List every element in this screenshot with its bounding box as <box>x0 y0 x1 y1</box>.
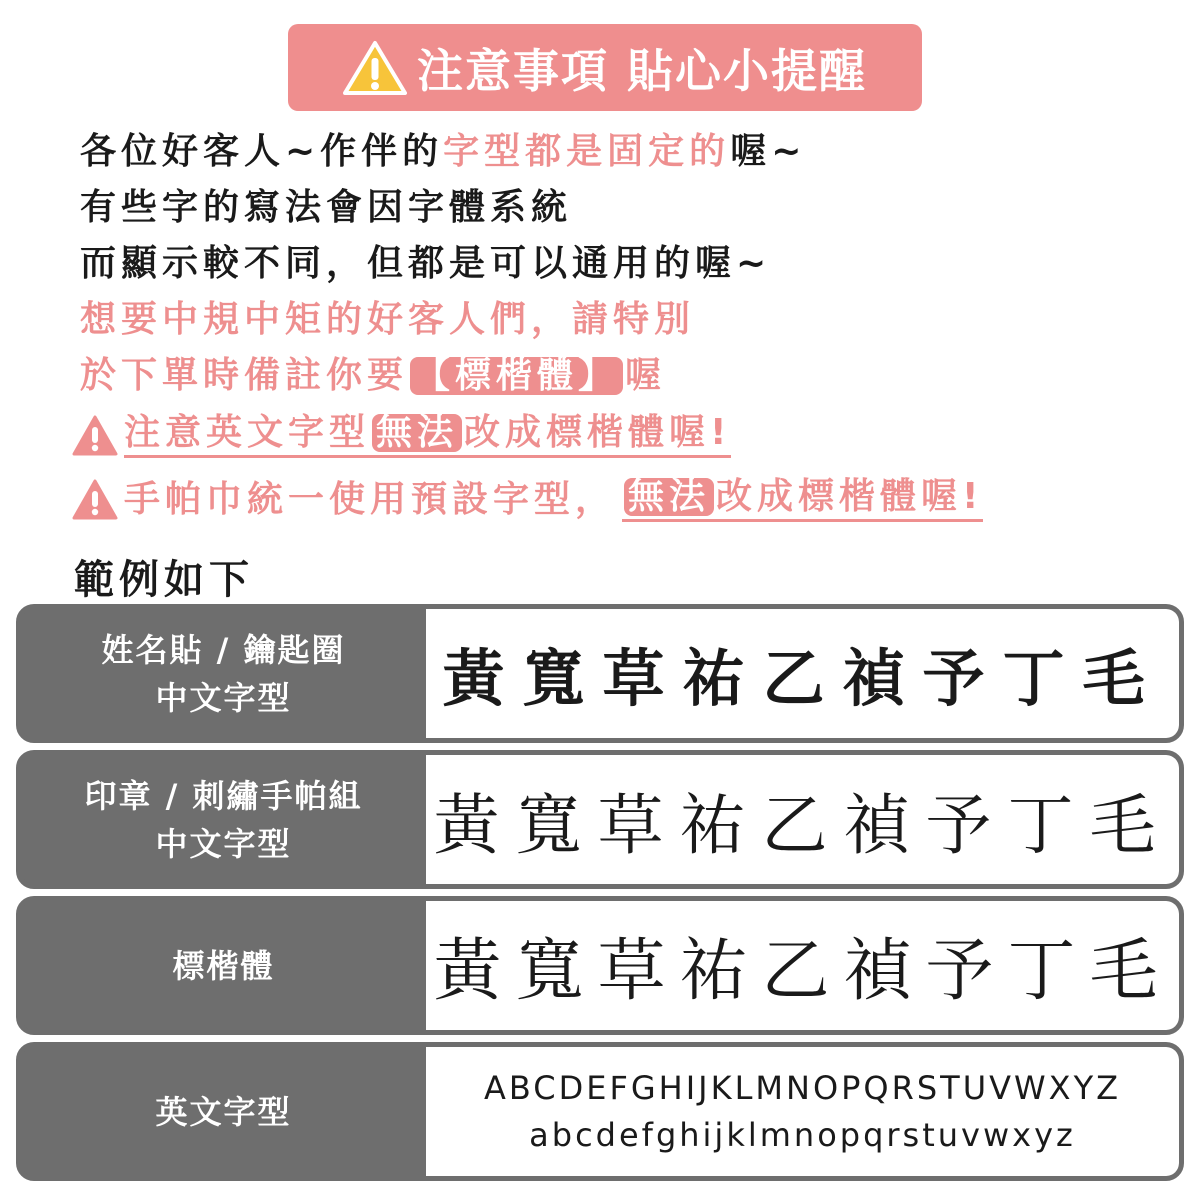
sample-label-line-1: 印章 / 刺繡手帕組 <box>84 776 363 815</box>
note-line-2: 有些字的寫法會因字體系統 <box>80 187 573 228</box>
sample-alphabet <box>426 1047 1179 1176</box>
sample-text: 黃寬草祐乙禎予丁毛 <box>426 901 1179 1030</box>
sample-text: 黃寬草祐乙禎予丁毛 <box>426 755 1179 884</box>
note-line-5 <box>80 357 666 395</box>
notice-banner <box>288 24 922 111</box>
sample-row-stamp <box>16 750 1184 889</box>
warning-icon <box>72 415 118 457</box>
sample-label <box>21 609 426 738</box>
warning-2-start: 手帕巾統一使用預設字型， <box>124 479 617 520</box>
sample-row-english <box>16 1042 1184 1181</box>
font-name-badge: 【標楷體】 <box>410 357 623 395</box>
note-line-5-end: 喔 <box>625 355 667 396</box>
note-line-3: 而顯示較不同，但都是可以通用的喔~ <box>80 243 772 284</box>
warning-2-end: 改成標楷體喔! <box>716 476 984 517</box>
sample-label-line-1: 標楷體 <box>172 946 275 985</box>
note-line-5-start: 於下單時備註你要 <box>80 355 409 396</box>
note-line-1-start: 各位好客人~作伴的 <box>80 131 444 172</box>
sample-row-kaishu <box>16 896 1184 1035</box>
warning-1-start: 注意英文字型 <box>124 412 371 453</box>
sample-label-line-2: 中文字型 <box>155 824 292 863</box>
warning-icon <box>343 40 407 96</box>
sample-label <box>21 1047 426 1176</box>
sample-row-name-sticker <box>16 604 1184 743</box>
alphabet-uppercase: ABCDEFGHIJKLMNOPQRSTUVWXYZ <box>483 1068 1122 1107</box>
sample-text: 黃寬草祐乙禎予丁毛 <box>426 609 1179 738</box>
warning-icon <box>72 479 118 521</box>
note-line-1-end: 喔~ <box>730 131 807 172</box>
note-line-4: 想要中規中矩的好客人們，請特別 <box>80 299 696 340</box>
sample-label <box>21 901 426 1030</box>
note-line-1-highlight: 字型都是固定的 <box>443 131 731 172</box>
alphabet-lowercase: abcdefghijklmnopqrstuvwxyz <box>529 1115 1076 1154</box>
warning-note-1 <box>72 414 731 458</box>
sample-label-line-1: 姓名貼 / 鑰匙圈 <box>101 630 346 669</box>
warning-note-2 <box>72 478 983 522</box>
cannot-badge-2: 無法 <box>624 478 714 516</box>
cannot-badge-1: 無法 <box>372 414 462 452</box>
sample-label <box>21 755 426 884</box>
note-line-1 <box>80 131 807 172</box>
examples-heading: 範例如下 <box>74 557 254 603</box>
banner-title: 注意事項 貼心小提醒 <box>416 43 867 98</box>
sample-label-line-2: 中文字型 <box>155 678 292 717</box>
warning-1-end: 改成標楷體喔! <box>464 412 732 453</box>
sample-label-line-1: 英文字型 <box>155 1092 292 1131</box>
